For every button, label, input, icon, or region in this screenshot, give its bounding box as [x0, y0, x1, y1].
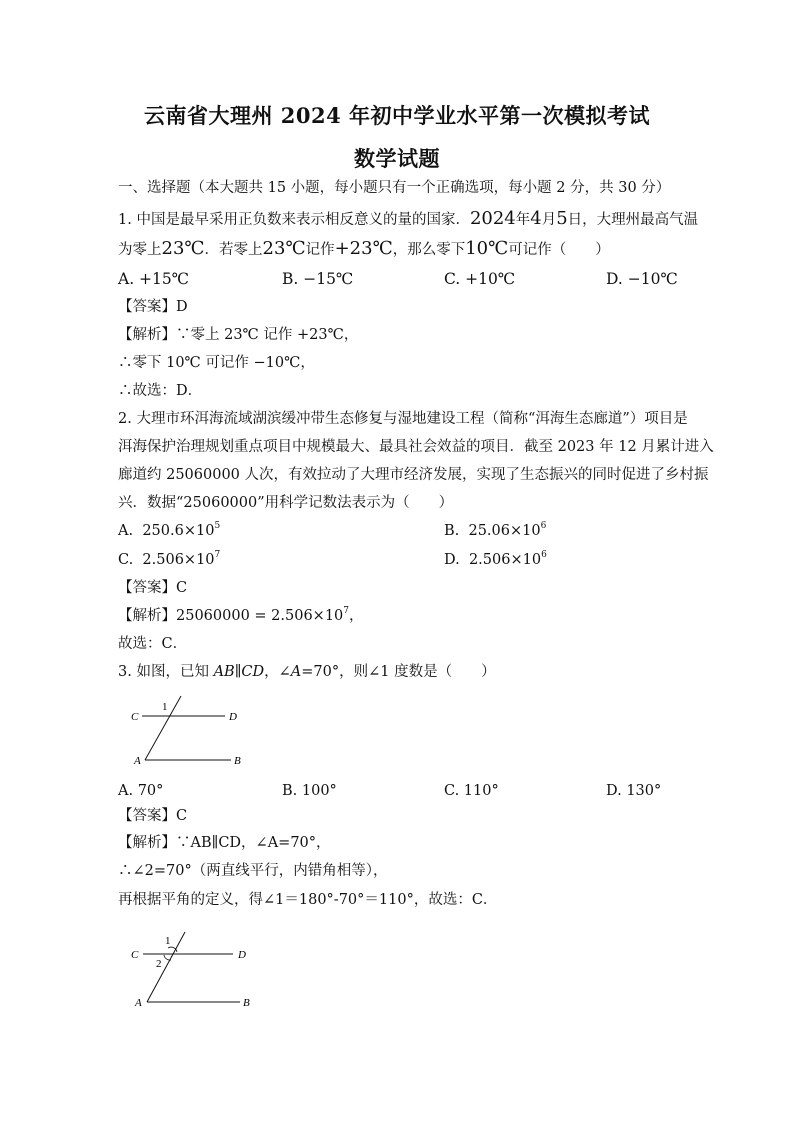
q2-option-b — [444, 521, 547, 539]
label-d: D — [238, 949, 246, 961]
q2-line-1: 2. 大理市环洱海流域湖滨缓冲带生态修复与湿地建设工程（简称“洱海生态廊道”）项目是 — [118, 411, 688, 427]
q2-option-label: D. — [444, 552, 460, 568]
label-c: C — [131, 711, 139, 723]
label-b: B — [234, 755, 241, 767]
q2-option-value: 250.6×10 — [142, 523, 215, 539]
exam-title: 云南省大理州 2024 年初中学业水平第一次模拟考试 — [143, 103, 651, 128]
q1-analysis-1: 【解析】∵零上 23℃ 记作 +23℃， — [118, 327, 359, 343]
q3-analysis-2: ∴∠2=70°（两直线平行，内错角相等）， — [118, 863, 388, 879]
q1-year: 2024 — [469, 208, 516, 229]
q2-option-exponent: 7 — [214, 550, 221, 560]
label-d: D — [229, 711, 237, 723]
q2-option-value: 2.506×10 — [142, 552, 215, 568]
q2-line-2: 洱海保护治理规划重点项目中规模最大、最具社会效益的项目．截至 2023 年 12 月累计进入 — [118, 439, 714, 455]
angle-arc-1 — [168, 947, 177, 952]
q2-option-exponent: 6 — [541, 550, 547, 560]
q1-text: 为零上 — [118, 242, 162, 258]
q2-conclusion: 故选：C． — [118, 636, 188, 652]
q3-option-d: D. 130° — [606, 783, 662, 799]
q2-line-3: 廊道约 25060000 人次，有效拉动了大理市经济发展，实现了生态振兴的同时促进了乡村振 — [118, 467, 709, 483]
q1-line-1 — [118, 210, 698, 228]
label-2: 2 — [156, 958, 162, 970]
q2-option-value: 2.506×10 — [468, 552, 542, 568]
label-a: A — [134, 755, 141, 767]
q1-month: 4 — [530, 208, 542, 229]
label-c: C — [131, 949, 139, 961]
q2-answer: 【答案】C — [118, 580, 188, 596]
q2-option-exponent: 5 — [214, 521, 221, 531]
q1-text: 记作 — [305, 242, 335, 258]
q1-text: 日，大理州最高气温 — [567, 212, 699, 228]
q1-option-c: C. +10℃ — [444, 270, 516, 288]
q3-option-a: A. 70° — [118, 783, 164, 799]
label-a: A — [135, 997, 142, 1009]
q3-answer: 【答案】C — [118, 808, 188, 824]
q1-text: 年 — [515, 212, 531, 228]
q2-option-label: B. — [444, 523, 460, 539]
q1-text: 月 — [541, 212, 557, 228]
q2-option-label: A. — [118, 523, 134, 539]
q2-analysis-text: ， — [349, 608, 364, 624]
q1-line-2 — [118, 240, 610, 258]
q2-option-d — [444, 550, 547, 568]
label-b: B — [243, 997, 250, 1009]
section-heading: 一、选择题（本大题共 15 小题，每小题只有一个正确选项，每小题 2 分，共 30 分） — [118, 180, 671, 196]
q3-option-b: B. 100° — [282, 783, 337, 799]
q1-analysis-2: ∴零下 10℃ 可记作 −10℃， — [118, 355, 315, 371]
q3-option-c: C. 110° — [444, 783, 499, 799]
q1-option-b: B. −15℃ — [282, 270, 354, 288]
q1-temp: 23℃ — [262, 238, 306, 259]
q1-text: ．若零上 — [204, 242, 263, 258]
q2-analysis-exponent: 7 — [343, 606, 350, 616]
q1-answer: 【答案】D — [118, 299, 188, 315]
q1-analysis-3: ∴故选：D． — [118, 383, 203, 399]
q1-option-a: A. +15℃ — [118, 270, 190, 288]
q3-stem — [118, 665, 496, 680]
q2-option-exponent: 6 — [540, 521, 547, 531]
q1-option-d: D. −10℃ — [606, 270, 678, 288]
q2-analysis-text: 【解析】25060000 = 2.506×10 — [118, 608, 344, 624]
q1-day: 5 — [556, 208, 568, 229]
q2-option-value: 25.06×10 — [468, 523, 541, 539]
q1-temp: 23℃ — [161, 238, 205, 259]
label-1: 1 — [162, 701, 168, 713]
exam-subtitle: 数学试题 — [354, 146, 440, 171]
q2-option-c — [118, 550, 221, 568]
q3-stem-text: =70°，则∠1 度数是（ ） — [301, 664, 496, 680]
q1-text: 1. 中国是最早采用正负数来表示相反意义的量的国家． — [118, 212, 470, 228]
q3-analysis-1: 【解析】∵AB∥CD，∠A=70°， — [118, 835, 331, 851]
q3-figure-2 — [125, 928, 265, 1013]
q3-stem-math: A — [290, 664, 302, 680]
q1-text: ，那么零下 — [392, 242, 466, 258]
q3-analysis-3: 再根据平角的定义，得∠1＝180°-70°＝110°，故选：C． — [118, 892, 498, 908]
q1-temp: 10℃ — [465, 238, 509, 259]
q2-analysis — [118, 606, 364, 624]
q1-text: 可记作（ ） — [508, 242, 610, 258]
q3-stem-text: ，∠ — [264, 664, 291, 680]
q2-line-4: 兴．数据“25060000”用科学记数法表示为（ ） — [118, 495, 454, 511]
label-1: 1 — [165, 935, 171, 947]
q2-option-a — [118, 521, 221, 539]
q1-temp: +23℃ — [334, 238, 393, 259]
q3-figure-1 — [125, 692, 255, 770]
q3-stem-math: AB∥CD — [213, 664, 265, 680]
q2-option-label: C. — [118, 552, 134, 568]
q3-stem-text: 3. 如图，已知 — [118, 664, 214, 680]
